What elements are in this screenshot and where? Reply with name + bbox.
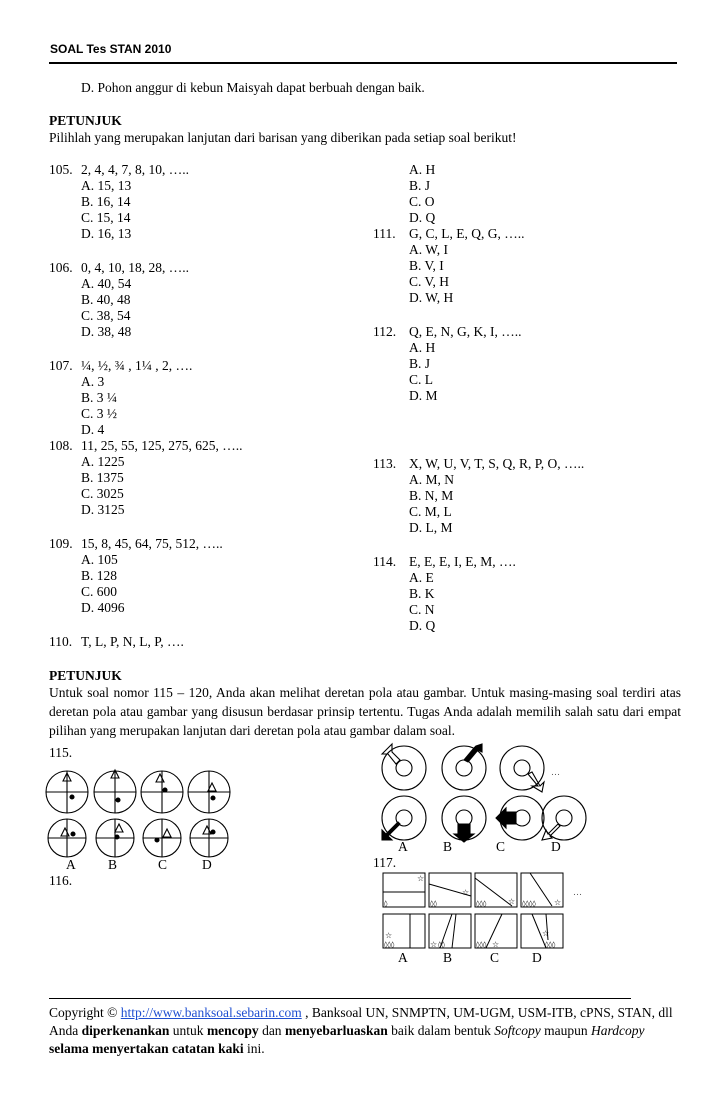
q114-option-b: B. K (409, 586, 435, 601)
q115-option-b-figure (96, 819, 134, 857)
q107-stem: ¼, ½, ¾ , 1¼ , 2, …. (81, 358, 193, 373)
q109-option-a: A. 105 (81, 552, 118, 567)
q113-option-d: D. L, M (409, 520, 453, 535)
q112-option-c: C. L (409, 372, 434, 387)
q115-circle-2 (94, 770, 136, 813)
q115-option-c-figure (143, 819, 181, 857)
q108-stem: 11, 25, 55, 125, 275, 625, ….. (81, 438, 243, 453)
footer-link[interactable]: http://www.banksoal.sebarin.com (120, 1005, 302, 1020)
q114-option-d: D. Q (409, 618, 436, 633)
svg-text:◊◊◊: ◊◊◊ (476, 900, 487, 908)
q110-stem: T, L, P, N, L, P, …. (81, 634, 184, 649)
q106-num: 106. (49, 260, 73, 275)
q106-option-c: C. 38, 54 (81, 308, 131, 323)
q116-label-c: C (496, 839, 506, 854)
q109-option-b: B. 128 (81, 568, 118, 583)
footer-text-3: dan (258, 1023, 285, 1038)
q114-option-a: A. E (409, 570, 434, 585)
q105-num: 105. (49, 162, 73, 177)
svg-text:◊: ◊ (384, 900, 388, 908)
q116-option-c-figure (496, 796, 544, 840)
q115-label-c: C (158, 857, 168, 872)
footer-bold-2: mencopy (206, 1023, 259, 1038)
q117-label-d: D (532, 950, 542, 965)
q111-stem: G, C, L, E, Q, G, ….. (409, 226, 525, 241)
footer-text-4: baik dalam bentuk (387, 1023, 495, 1038)
svg-text:☆: ☆ (385, 931, 393, 940)
q110-option-b: B. J (409, 178, 431, 193)
q115-option-d-figure (190, 819, 228, 857)
q106-option-a: A. 40, 54 (81, 276, 132, 291)
footer-bold-4: selama menyertakan catatan kaki (49, 1041, 244, 1056)
q110-option-a: A. H (409, 162, 436, 177)
q108-option-b: B. 1375 (81, 470, 124, 485)
q116-label-d: D (551, 839, 561, 854)
q117-num: 117. (373, 855, 397, 870)
q115-label-d: D (202, 857, 212, 872)
q111-num: 111. (373, 226, 396, 241)
svg-text:◊◊◊: ◊◊◊ (384, 941, 395, 949)
q112-option-a: A. H (409, 340, 436, 355)
q111-option-a: A. W, I (409, 242, 449, 257)
q111-option-c: C. V, H (409, 274, 450, 289)
q105-option-d: D. 16, 13 (81, 226, 132, 241)
footer-rule (49, 998, 631, 999)
q116-num: 116. (49, 873, 73, 888)
q108-option-a: A. 1225 (81, 454, 125, 469)
q117-ellipsis: … (573, 887, 582, 897)
q116-label-b: B (443, 839, 453, 854)
q107-option-b: B. 3 ¼ (81, 390, 118, 405)
q113-option-a: A. M, N (409, 472, 455, 487)
svg-text:☆: ☆ (542, 929, 550, 938)
q117-box-3 (475, 873, 517, 908)
svg-text:◊◊: ◊◊ (430, 900, 437, 908)
q117-figures (382, 872, 572, 950)
q110-option-d: D. Q (409, 210, 436, 225)
footer-italic-2: Hardcopy (590, 1023, 645, 1038)
q115-circle-4 (188, 771, 230, 813)
q116-option-b-figure (442, 796, 486, 842)
q115-option-a-figure (48, 819, 86, 857)
q106-option-d: D. 38, 48 (81, 324, 132, 339)
q107-option-c: C. 3 ½ (81, 406, 118, 421)
petunjuk2-title: PETUNJUK (49, 668, 122, 683)
top-line: D. Pohon anggur di kebun Maisyah dapat berbuah dengan baik. (81, 80, 425, 95)
q113-num: 113. (373, 456, 397, 471)
petunjuk2-text: Untuk soal nomor 115 – 120, Anda akan melihat deretan pola atau gambar. Untuk masing-masing soal terdiri atas deretan pola atau gambar yang disusun berdasar prinsip tertentu. Tugas Anda adalah memilih salah satu dari empat pilihan yang merupakan lanjutan dari deretan pola atau gambar dalam soal. (49, 685, 681, 738)
q117-label-c: C (490, 950, 500, 965)
q111-option-b: B. V, I (409, 258, 444, 273)
svg-text:◊◊: ◊◊ (438, 941, 445, 949)
q110-option-c: C. O (409, 194, 435, 209)
footer-text-2: untuk (169, 1023, 207, 1038)
footer-bold-1: diperkenankan (81, 1023, 170, 1038)
page-header-title: SOAL Tes STAN 2010 (50, 42, 172, 56)
q112-option-d: D. M (409, 388, 438, 403)
q111-option-d: D. W, H (409, 290, 454, 305)
q113-option-b: B. N, M (409, 488, 454, 503)
q105-option-a: A. 15, 13 (81, 178, 132, 193)
q116-option-d-figure (542, 796, 586, 840)
q117-option-d-figure (521, 914, 563, 949)
q112-stem: Q, E, N, G, K, I, ….. (409, 324, 522, 339)
footer-italic-1: Softcopy (494, 1023, 541, 1038)
q106-option-b: B. 40, 48 (81, 292, 131, 307)
q116-ring-1 (382, 744, 426, 790)
q109-num: 109. (49, 536, 73, 551)
q114-num: 114. (373, 554, 397, 569)
q117-option-a-figure (383, 914, 425, 949)
q115-circle-3 (141, 771, 183, 813)
q117-option-b-figure (429, 914, 471, 949)
q117-option-c-figure (475, 914, 517, 949)
footer-text-7: ini. (243, 1041, 265, 1056)
q117-label-a: A (398, 950, 408, 965)
svg-text:☆: ☆ (508, 897, 516, 906)
q117-box-1 (383, 873, 425, 908)
q105-option-b: B. 16, 14 (81, 194, 131, 209)
q105-stem: 2, 4, 4, 7, 8, 10, ….. (81, 162, 189, 177)
q112-option-b: B. J (409, 356, 431, 371)
q109-stem: 15, 8, 45, 64, 75, 512, ….. (81, 536, 223, 551)
q116-ellipsis: … (551, 767, 560, 777)
q117-box-4 (521, 873, 563, 908)
q113-stem: X, W, U, V, T, S, Q, R, P, O, ….. (409, 456, 585, 471)
petunjuk1-text: Pilihlah yang merupakan lanjutan dari barisan yang diberikan pada setiap soal berikut! (49, 130, 517, 145)
q115-label-a: A (66, 857, 76, 872)
footer-prefix: Copyright © (49, 1005, 121, 1020)
q107-option-a: A. 3 (81, 374, 105, 389)
footer-text-5: maupun (540, 1023, 591, 1038)
q116-option-a-figure (382, 796, 426, 840)
q106-stem: 0, 4, 10, 18, 28, ….. (81, 260, 189, 275)
svg-text:◊◊◊: ◊◊◊ (476, 941, 487, 949)
q114-stem: E, E, E, I, E, M, …. (409, 554, 516, 569)
q115-num: 115. (49, 745, 73, 760)
q115-circle-1 (46, 771, 88, 813)
q112-num: 112. (373, 324, 397, 339)
svg-text:☆: ☆ (554, 898, 562, 907)
footer-bold-3: menyebarluaskan (284, 1023, 388, 1038)
svg-text:☆: ☆ (492, 940, 500, 949)
svg-text:◊◊◊◊: ◊◊◊◊ (522, 900, 536, 908)
q108-option-c: C. 3025 (81, 486, 124, 501)
q117-box-2 (429, 873, 471, 908)
q113-option-c: C. M, L (409, 504, 452, 519)
footer-text-1: , Banksoal UN, SNMPTN, UM-UGM, USM-ITB, cPNS, STAN, dll Anda (49, 1005, 673, 1038)
q115-label-b: B (108, 857, 118, 872)
header-rule (49, 62, 677, 64)
q110-num: 110. (49, 634, 73, 649)
q114-option-c: C. N (409, 602, 435, 617)
q107-option-d: D. 4 (81, 422, 105, 437)
q109-option-d: D. 4096 (81, 600, 125, 615)
q107-num: 107. (49, 358, 73, 373)
q116-ring-2 (442, 744, 486, 790)
q108-option-d: D. 3125 (81, 502, 125, 517)
q109-option-c: C. 600 (81, 584, 118, 599)
q116-figures (378, 742, 588, 842)
q115-figures (45, 764, 245, 859)
q117-label-b: B (443, 950, 453, 965)
footer (49, 1004, 681, 1058)
svg-text:☆: ☆ (462, 888, 470, 897)
q105-option-c: C. 15, 14 (81, 210, 131, 225)
svg-text:☆: ☆ (417, 874, 425, 883)
q116-ring-3 (500, 746, 544, 792)
svg-text:☆: ☆ (430, 940, 438, 949)
q116-label-a: A (398, 839, 408, 854)
svg-text:◊◊◊: ◊◊◊ (545, 941, 556, 949)
q108-num: 108. (49, 438, 73, 453)
petunjuk1-title: PETUNJUK (49, 113, 122, 128)
